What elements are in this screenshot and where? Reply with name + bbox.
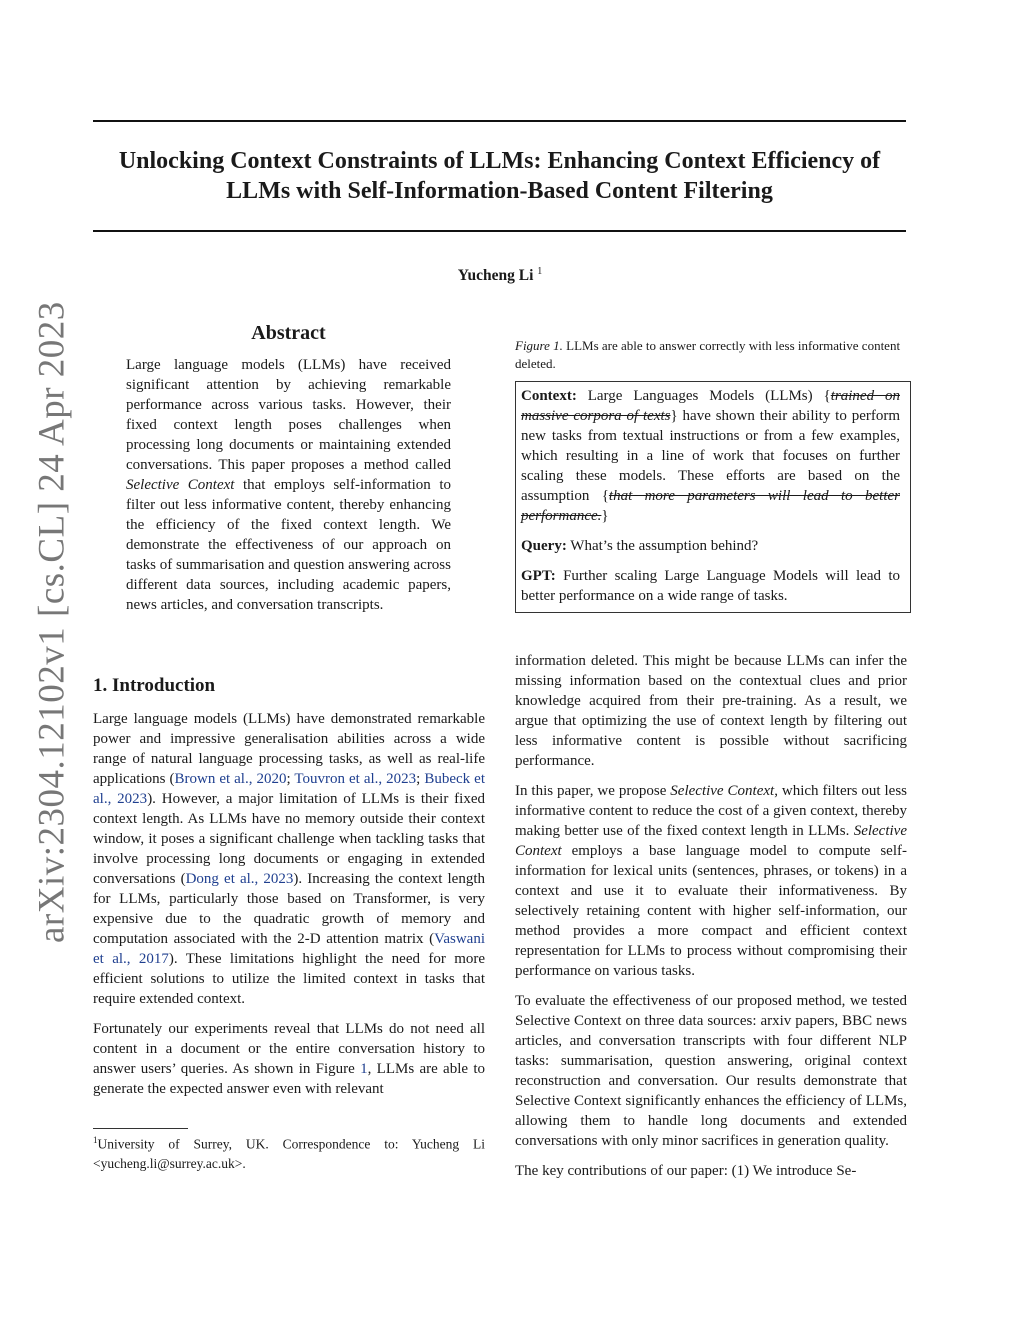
gpt-label: GPT: [521,568,556,584]
figure-caption [515,337,915,373]
abstract-heading: Abstract [251,322,326,344]
top-rule [93,120,906,122]
method-name: Selective Context [515,823,907,859]
intro-paragraph-2 [93,1019,485,1099]
text: Large language models (LLMs) have demonstrated remarkable power and impressive generalisation abilities across a wide range of natural language processing tasks, as well as real-life applications ( [93,711,485,787]
method-name: Selective Context [670,783,775,799]
gpt-text: Further scaling Large Language Models will lead to better performance on a wide range of tasks. [521,568,900,604]
citation-vaswani-2017[interactable]: Vaswani et al., 2017 [93,931,485,967]
query-label: Query: [521,538,567,554]
citation-dong-2023[interactable]: Dong et al., 2023 [185,871,294,887]
figure-query [521,536,900,556]
figure-caption-text: LLMs are able to answer correctly with less informative content deleted. [515,338,901,371]
citation-brown-2020[interactable]: Brown et al., 2020 [174,771,287,787]
text: Fortunately our experiments reveal that LLMs do not need all content in a document or the entire conversation history to answer users’ queries. As shown in Figure [93,1021,485,1077]
footnote-rule [93,1128,188,1129]
abstract-part-2: that employs self-information to filter out less informative content, thereby enhancing the efficiency of the fixed context length. We demonstrate the effectiveness of our approach on tasks of summarisation and question answering across different data sources, including academic papers, news articles, and conversation transcripts. [126,477,451,613]
citation-bubeck-2023[interactable]: Bubeck et al., 2023 [93,771,485,807]
title-bottom-rule [93,230,906,232]
figure-1-box [515,381,911,613]
intro-column-right [515,651,907,1181]
deleted-text-1: trained on massive corpora of texts [521,388,900,424]
text: , LLMs are able to generate the expected answer even with relevant [93,1061,485,1097]
right-paragraph-3: To evaluate the effectiveness of our proposed method, we tested Selective Context on three data sources: arxiv papers, BBC news articles, and conversation transcripts with four different NLP tasks: summarisation, question answering, original context reconstruction and conversation. Our results demonstrate that Selective Context significantly enhances the efficiency of LLMs, allowing them to handle long documents and extended conversations with only minor sacrifices in generation quality. [515,993,907,1149]
text: In this paper, we propose [515,783,671,799]
figure-gpt-answer [521,566,900,606]
text: Large Languages Models (LLMs) { [576,388,831,404]
query-text: What’s the assumption behind? [566,538,759,554]
author-line [0,266,1000,285]
text: ). These limitations highlight the need for more efficient solutions to utilize the limited context in tasks that require extended context. [93,951,486,1007]
figure-context [521,386,900,526]
footnote-text: University of Surrey, UK. Correspondence to: Yucheng Li <yucheng.li@surrey.ac.uk>. [93,1136,485,1171]
text: ; [416,771,425,787]
text: employs a base language model to compute self-information for lexical units (sentences, phrases, or tokens) in a context and use it to evaluate their informativeness. By selectively retaining content with higher self-information, our method provides a more compact and efficient context representation for LLMs to process without compromising their performance on various tasks. [515,843,907,979]
author-name: Yucheng Li [457,267,534,285]
right-paragraph-1: information deleted. This might be because LLMs can infer the missing information based on the contextual clues and prior knowledge acquired from their pre-training. As a result, we argue that optimizing the use of context length by filtering out less informative content is possible without sacrificing performance. [515,653,907,769]
title-line-2: LLMs with Self-Information-Based Content Filtering [226,178,773,204]
author-affiliation-mark: 1 [537,266,543,277]
abstract-text [126,355,451,615]
text: , which filters out less informative content to reduce the cost of a given context, thereby making better use of the fixed context length in LLMs. [515,783,907,839]
footnote [93,1131,485,1173]
right-paragraph-4: The key contributions of our paper: (1) We introduce Se- [515,1163,857,1179]
citation-touvron-2023[interactable]: Touvron et al., 2023 [294,771,417,787]
text: ). However, a major limitation of LLMs is their fixed context length. As LLMs have no memory outside their context window, it poses a significant challenge when tackling tasks that involve processing long documents or engaging in extended conversations ( [93,791,486,887]
intro-paragraph-1 [93,709,485,1009]
title-line-1: Unlocking Context Constraints of LLMs: Enhancing Context Efficiency of [118,148,881,174]
intro-column-left [93,709,485,1099]
context-label: Context: [521,388,577,404]
text: ). Increasing the context length for LLMs, particularly those based on Transformer, is very expensive due to the quadratic growth of memory and computation associated with the 2-D attention matrix ( [93,871,486,947]
abstract-method-name: Selective Context [126,477,235,493]
figure-reference-1[interactable]: 1 [360,1061,368,1077]
text: } have shown their ability to perform new tasks from textual instructions or from a few examples, which resulting in a line of work that focuses on further scaling these models. These efforts are based on the assumption { [521,408,900,504]
deleted-text-2: that more parameters will lead to better performance. [521,488,900,524]
figure-label: Figure 1. [515,338,563,353]
abstract-part-1: Large language models (LLMs) have received significant attention by achieving remarkable performance across various tasks. However, their fixed context length poses challenges when processing long documents or maintaining extended conversations. This paper proposes a method called [126,357,451,473]
arxiv-side-stamp[interactable]: arXiv:2304.12102v1 [cs.CL] 24 Apr 2023 [31,301,73,943]
right-paragraph-2 [515,781,907,981]
paper-title [93,146,906,206]
text: } [601,508,609,524]
text: ; [286,771,295,787]
footnote-mark: 1 [93,1135,98,1145]
section-heading-introduction: 1. Introduction [93,675,216,696]
